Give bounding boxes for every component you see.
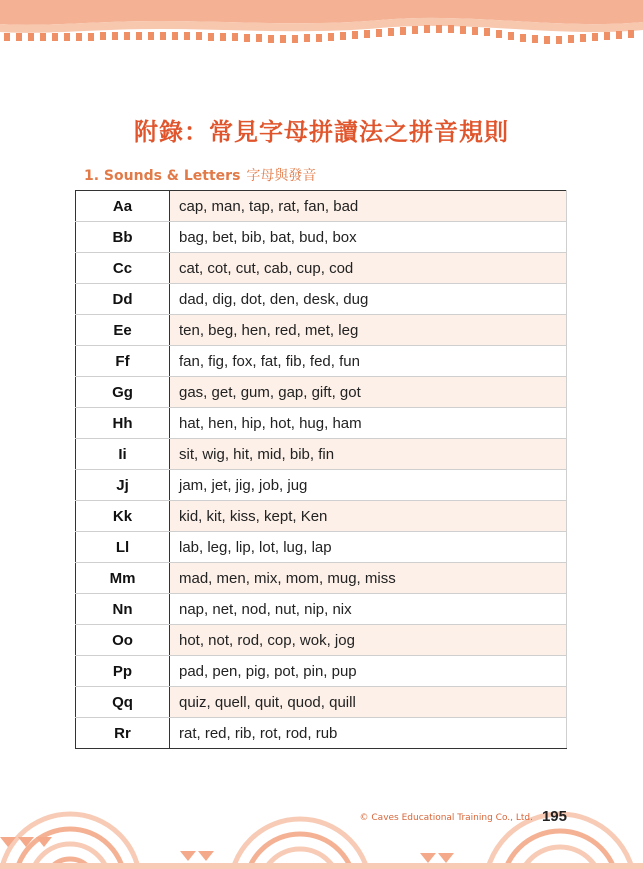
example-words-cell: bag, bet, bib, bat, bud, box <box>170 222 567 253</box>
letter-cell: Mm <box>76 563 170 594</box>
top-decorative-band <box>0 0 643 48</box>
example-words-cell: jam, jet, jig, job, jug <box>170 470 567 501</box>
letter-cell: Dd <box>76 284 170 315</box>
table-row <box>76 346 567 377</box>
section-heading <box>84 165 316 185</box>
letter-cell: Bb <box>76 222 170 253</box>
example-words-cell: hot, not, rod, cop, wok, jog <box>170 625 567 656</box>
table-row <box>76 315 567 346</box>
letter-cell: Qq <box>76 687 170 718</box>
table-row <box>76 687 567 718</box>
letter-cell: Gg <box>76 377 170 408</box>
letter-cell: Ff <box>76 346 170 377</box>
example-words-cell: nap, net, nod, nut, nip, nix <box>170 594 567 625</box>
letter-cell: Jj <box>76 470 170 501</box>
table-row <box>76 656 567 687</box>
table-row <box>76 718 567 749</box>
example-words-cell: rat, red, rib, rot, rod, rub <box>170 718 567 749</box>
table-row <box>76 625 567 656</box>
example-words-cell: gas, get, gum, gap, gift, got <box>170 377 567 408</box>
example-words-cell: quiz, quell, quit, quod, quill <box>170 687 567 718</box>
table-row <box>76 284 567 315</box>
bottom-decorative-band <box>0 789 643 869</box>
example-words-cell: cat, cot, cut, cab, cup, cod <box>170 253 567 284</box>
table-row <box>76 532 567 563</box>
letter-cell: Rr <box>76 718 170 749</box>
page-title: 附錄：常見字母拼讀法之拼音規則 <box>134 118 509 146</box>
table-row <box>76 253 567 284</box>
example-words-cell: fan, fig, fox, fat, fib, fed, fun <box>170 346 567 377</box>
letter-cell: Kk <box>76 501 170 532</box>
table-row <box>76 222 567 253</box>
letter-cell: Ii <box>76 439 170 470</box>
letter-cell: Aa <box>76 191 170 222</box>
example-words-cell: dad, dig, dot, den, desk, dug <box>170 284 567 315</box>
example-words-cell: cap, man, tap, rat, fan, bad <box>170 191 567 222</box>
example-words-cell: pad, pen, pig, pot, pin, pup <box>170 656 567 687</box>
table-row <box>76 191 567 222</box>
example-words-cell: mad, men, mix, mom, mug, miss <box>170 563 567 594</box>
table-row <box>76 408 567 439</box>
sounds-letters-table <box>75 190 567 749</box>
table-row <box>76 563 567 594</box>
table-row <box>76 594 567 625</box>
section-heading-en: 1. Sounds & Letters <box>84 168 241 184</box>
example-words-cell: hat, hen, hip, hot, hug, ham <box>170 408 567 439</box>
table-row <box>76 501 567 532</box>
section-heading-zh: 字母與發音 <box>246 168 317 184</box>
letter-cell: Nn <box>76 594 170 625</box>
letter-cell: Cc <box>76 253 170 284</box>
table-row <box>76 377 567 408</box>
table-row <box>76 439 567 470</box>
copyright-credit: © Caves Educational Training Co., Ltd. <box>359 813 533 823</box>
page-number: 195 <box>541 808 567 825</box>
example-words-cell: sit, wig, hit, mid, bib, fin <box>170 439 567 470</box>
letter-cell: Oo <box>76 625 170 656</box>
example-words-cell: kid, kit, kiss, kept, Ken <box>170 501 567 532</box>
letter-cell: Ee <box>76 315 170 346</box>
example-words-cell: lab, leg, lip, lot, lug, lap <box>170 532 567 563</box>
example-words-cell: ten, beg, hen, red, met, leg <box>170 315 567 346</box>
letter-cell: Hh <box>76 408 170 439</box>
table-row <box>76 470 567 501</box>
letter-cell: Ll <box>76 532 170 563</box>
letter-cell: Pp <box>76 656 170 687</box>
